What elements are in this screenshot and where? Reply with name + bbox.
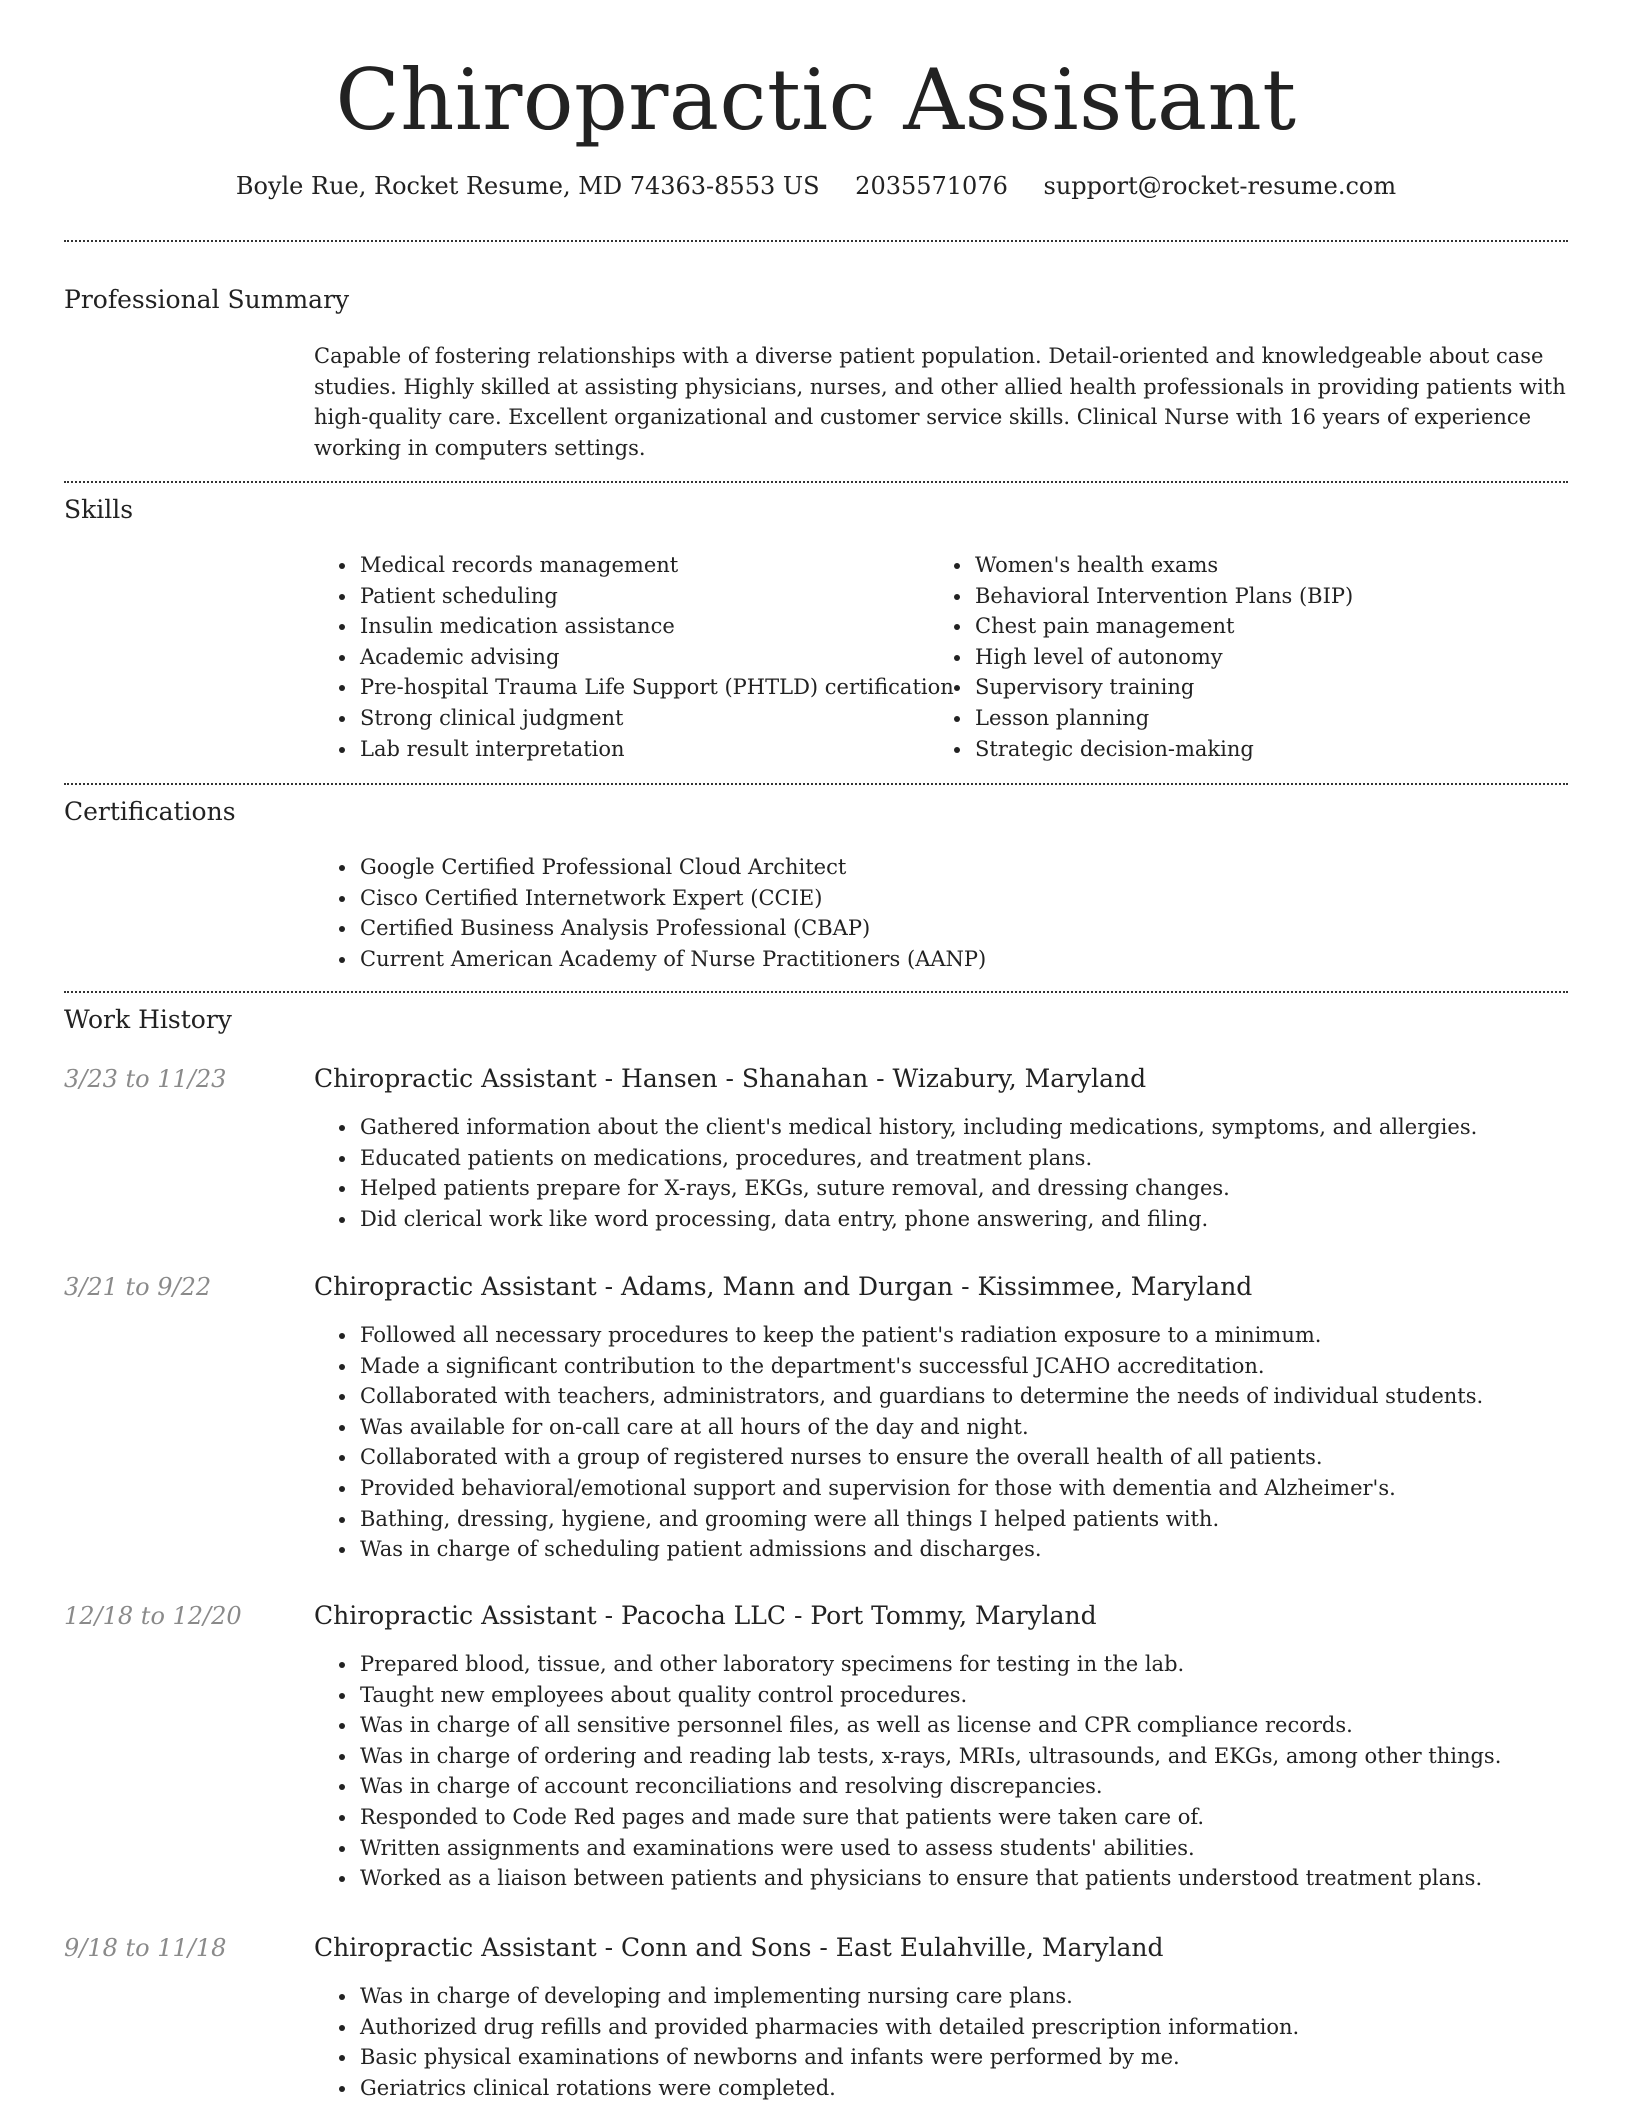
- skill-item: • Strong clinical judgment: [358, 703, 954, 734]
- skill-item: • Supervisory training: [973, 672, 1353, 703]
- job-bullet: • Helped patients prepare for X-rays, EKGs, suture removal, and dressing changes.: [358, 1173, 1477, 1204]
- divider: [64, 783, 1568, 785]
- job-bullet: • Was in charge of developing and implementing nursing care plans.: [358, 1981, 1299, 2012]
- divider: [64, 481, 1568, 483]
- summary-heading: Professional Summary: [64, 285, 350, 314]
- job-bullet: • Was in charge of all sensitive personnel files, as well as license and CPR compliance records.: [358, 1710, 1501, 1741]
- skill-item: • Lesson planning: [973, 703, 1353, 734]
- job-bullet: • Was available for on-call care at all hours of the day and night.: [358, 1412, 1483, 1443]
- job-bullet: • Educated patients on medications, procedures, and treatment plans.: [358, 1143, 1477, 1174]
- work-history-heading: Work History: [64, 1005, 232, 1034]
- skills-list-left: [314, 550, 954, 764]
- job-bullet: • Geriatrics clinical rotations were completed.: [358, 2073, 1299, 2104]
- job-bullet: • Collaborated with teachers, administrators, and guardians to determine the needs of individual students.: [358, 1381, 1483, 1412]
- job-title: Chiropractic Assistant - Conn and Sons - East Eulahville, Maryland: [314, 1933, 1164, 1962]
- skill-item: • Patient scheduling: [358, 581, 954, 612]
- job-bullet: • Followed all necessary procedures to keep the patient's radiation exposure to a minimum.: [358, 1320, 1483, 1351]
- skill-item: • Insulin medication assistance: [358, 611, 954, 642]
- job-bullet: • Gathered information about the client's medical history, including medications, symptoms, and allergies.: [358, 1112, 1477, 1143]
- contact-line: [0, 168, 1632, 204]
- skill-item: • Academic advising: [358, 642, 954, 673]
- job-bullets: [314, 1112, 1477, 1234]
- job-bullets: [314, 1649, 1501, 1894]
- skill-item: • Medical records management: [358, 550, 954, 581]
- certifications-heading: Certifications: [64, 797, 236, 826]
- contact-address: Boyle Rue, Rocket Resume, MD 74363-8553 US: [235, 172, 820, 200]
- job-bullet: • Did clerical work like word processing, data entry, phone answering, and filing.: [358, 1204, 1477, 1235]
- job-bullet: • Written assignments and examinations were used to assess students' abilities.: [358, 1833, 1501, 1864]
- job-dates: 3/23 to 11/23: [64, 1065, 227, 1093]
- job-dates: 9/18 to 11/18: [64, 1934, 227, 1962]
- divider: [64, 240, 1568, 242]
- certification-item: • Current American Academy of Nurse Practitioners (AANP): [358, 944, 986, 975]
- job-bullets: [314, 1981, 1299, 2103]
- contact-email: support@rocket-resume.com: [1043, 172, 1397, 200]
- job-bullet: • Worked as a liaison between patients and physicians to ensure that patients understood treatment plans.: [358, 1863, 1501, 1894]
- skill-item: • Lab result interpretation: [358, 734, 954, 765]
- job-title: Chiropractic Assistant - Hansen - Shanahan - Wizabury, Maryland: [314, 1064, 1147, 1093]
- certifications-list: [314, 852, 986, 974]
- job-bullet: • Provided behavioral/emotional support and supervision for those with dementia and Alzheimer's.: [358, 1473, 1483, 1504]
- skill-item: • Strategic decision-making: [973, 734, 1353, 765]
- contact-phone: 2035571076: [855, 172, 1008, 200]
- job-bullet: • Collaborated with a group of registered nurses to ensure the overall health of all patients.: [358, 1442, 1483, 1473]
- job-title: Chiropractic Assistant - Adams, Mann and Durgan - Kissimmee, Maryland: [314, 1272, 1253, 1301]
- skill-item: • Pre-hospital Trauma Life Support (PHTLD) certification: [358, 672, 954, 703]
- job-bullet: • Was in charge of ordering and reading lab tests, x-rays, MRIs, ultrasounds, and EKGs, among other things.: [358, 1741, 1501, 1772]
- job-bullet: • Was in charge of scheduling patient admissions and discharges.: [358, 1534, 1483, 1565]
- job-dates: 3/21 to 9/22: [64, 1273, 212, 1301]
- divider: [64, 991, 1568, 993]
- certification-item: • Certified Business Analysis Professional (CBAP): [358, 913, 986, 944]
- summary-text: Capable of fostering relationships with a diverse patient population. Detail-oriented and knowledgeable about case studies. Highly skilled at assisting physicians, nurses, and other allied health professionals in providing patients with high-quality care. Excellent organizational and customer service skills. Clinical Nurse with 16 years of experience working in computers settings.: [314, 344, 1566, 460]
- job-bullets: [314, 1320, 1483, 1565]
- skill-item: • High level of autonomy: [973, 642, 1353, 673]
- certification-item: • Google Certified Professional Cloud Architect: [358, 852, 986, 883]
- job-bullet: • Bathing, dressing, hygiene, and grooming were all things I helped patients with.: [358, 1504, 1483, 1535]
- skills-list-right: [929, 550, 1353, 764]
- job-bullet: • Prepared blood, tissue, and other laboratory specimens for testing in the lab.: [358, 1649, 1501, 1680]
- job-title: Chiropractic Assistant - Pacocha LLC - Port Tommy, Maryland: [314, 1601, 1097, 1630]
- skill-item: • Behavioral Intervention Plans (BIP): [973, 581, 1353, 612]
- job-bullet: • Was in charge of account reconciliations and resolving discrepancies.: [358, 1771, 1501, 1802]
- job-bullet: • Made a significant contribution to the department's successful JCAHO accreditation.: [358, 1351, 1483, 1382]
- skill-item: • Chest pain management: [973, 611, 1353, 642]
- job-bullet: • Taught new employees about quality control procedures.: [358, 1680, 1501, 1711]
- skills-heading: Skills: [64, 495, 134, 524]
- job-bullet: • Authorized drug refills and provided pharmacies with detailed prescription information.: [358, 2012, 1299, 2043]
- job-bullet: • Basic physical examinations of newborns and infants were performed by me.: [358, 2042, 1299, 2073]
- job-dates: 12/18 to 12/20: [64, 1602, 242, 1630]
- skill-item: • Women's health exams: [973, 550, 1353, 581]
- resume-name: Chiropractic Assistant: [335, 51, 1297, 149]
- certification-item: • Cisco Certified Internetwork Expert (CCIE): [358, 883, 986, 914]
- job-bullet: • Responded to Code Red pages and made sure that patients were taken care of.: [358, 1802, 1501, 1833]
